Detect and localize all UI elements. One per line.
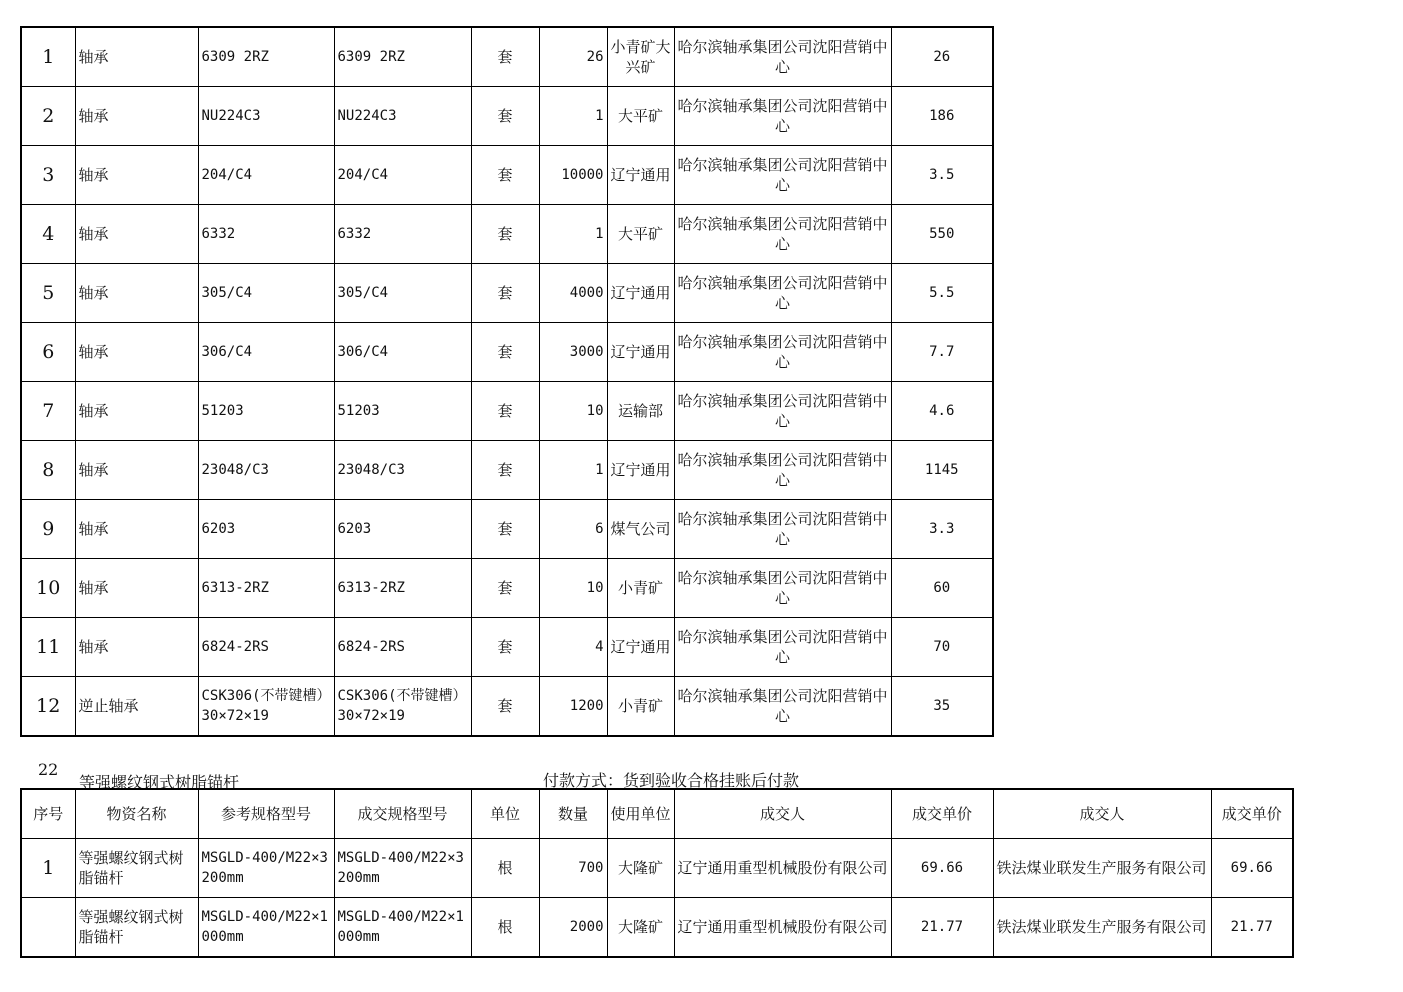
row-qty: 1 <box>539 205 607 264</box>
row-deal-spec: 51203 <box>334 382 471 441</box>
row-seq: 12 <box>21 677 75 737</box>
row-price: 186 <box>891 87 993 146</box>
row-user-unit: 小青矿大兴矿 <box>607 27 674 87</box>
row-unit: 套 <box>471 382 539 441</box>
row-unit: 套 <box>471 205 539 264</box>
row-price: 1145 <box>891 441 993 500</box>
row-deal-spec: 6203 <box>334 500 471 559</box>
row-unit: 套 <box>471 677 539 737</box>
row-seq <box>21 898 75 958</box>
row-qty: 3000 <box>539 323 607 382</box>
row-qty: 2000 <box>539 898 607 958</box>
row-seq: 7 <box>21 382 75 441</box>
row-user-unit: 小青矿 <box>607 559 674 618</box>
row-vendor: 哈尔滨轴承集团公司沈阳营销中心 <box>674 500 891 559</box>
table-row <box>21 839 1293 898</box>
row-vendor: 哈尔滨轴承集团公司沈阳营销中心 <box>674 382 891 441</box>
row-deal-spec: MSGLD-400/M22×3200mm <box>334 839 471 898</box>
table-row <box>21 677 993 737</box>
row-ref-spec: MSGLD-400/M22×3200mm <box>198 839 334 898</box>
row-vendor: 哈尔滨轴承集团公司沈阳营销中心 <box>674 441 891 500</box>
row-unit: 套 <box>471 323 539 382</box>
row-price: 7.7 <box>891 323 993 382</box>
row-unit: 套 <box>471 500 539 559</box>
row-user-unit: 大平矿 <box>607 87 674 146</box>
row-qty: 4 <box>539 618 607 677</box>
row-vendor-1: 辽宁通用重型机械股份有限公司 <box>674 839 891 898</box>
row-item-name: 等强螺纹钢式树脂锚杆 <box>75 839 198 898</box>
row-vendor-1: 辽宁通用重型机械股份有限公司 <box>674 898 891 958</box>
table-row <box>21 500 993 559</box>
row-seq: 5 <box>21 264 75 323</box>
row-ref-spec: 6203 <box>198 500 334 559</box>
row-deal-spec: 6309 2RZ <box>334 27 471 87</box>
table-row <box>21 146 993 205</box>
row-item-name: 轴承 <box>75 559 198 618</box>
row-price: 550 <box>891 205 993 264</box>
row-user-unit: 辽宁通用 <box>607 146 674 205</box>
row-unit: 根 <box>471 839 539 898</box>
row-item-name: 轴承 <box>75 382 198 441</box>
table-row <box>21 323 993 382</box>
row-deal-spec: 6824-2RS <box>334 618 471 677</box>
row-unit: 套 <box>471 441 539 500</box>
row-ref-spec: 51203 <box>198 382 334 441</box>
row-deal-spec: 23048/C3 <box>334 441 471 500</box>
row-item-name: 轴承 <box>75 205 198 264</box>
payment-terms: 付款方式：货到验收合格挂账后付款 <box>543 771 800 790</box>
row-price-1: 69.66 <box>891 839 993 898</box>
row-vendor-2: 铁法煤业联发生产服务有限公司 <box>993 839 1211 898</box>
row-vendor: 哈尔滨轴承集团公司沈阳营销中心 <box>674 205 891 264</box>
row-item-name: 轴承 <box>75 264 198 323</box>
row-qty: 26 <box>539 27 607 87</box>
row-price: 3.5 <box>891 146 993 205</box>
row-item-name: 逆止轴承 <box>75 677 198 737</box>
row-ref-spec: 6313-2RZ <box>198 559 334 618</box>
row-ref-spec: 23048/C3 <box>198 441 334 500</box>
row-seq: 1 <box>21 839 75 898</box>
row-qty: 1 <box>539 87 607 146</box>
table-row <box>21 27 993 87</box>
column-header: 成交人 <box>674 789 891 839</box>
bearing-table <box>20 26 994 737</box>
row-user-unit: 小青矿 <box>607 677 674 737</box>
table-row <box>21 618 993 677</box>
row-vendor: 哈尔滨轴承集团公司沈阳营销中心 <box>674 677 891 737</box>
row-deal-spec: 6332 <box>334 205 471 264</box>
row-unit: 套 <box>471 264 539 323</box>
row-item-name: 轴承 <box>75 27 198 87</box>
row-user-unit: 运输部 <box>607 382 674 441</box>
row-seq: 11 <box>21 618 75 677</box>
row-ref-spec: MSGLD-400/M22×1000mm <box>198 898 334 958</box>
row-vendor: 哈尔滨轴承集团公司沈阳营销中心 <box>674 323 891 382</box>
row-unit: 根 <box>471 898 539 958</box>
row-seq: 9 <box>21 500 75 559</box>
row-vendor: 哈尔滨轴承集团公司沈阳营销中心 <box>674 264 891 323</box>
column-header: 使用单位 <box>607 789 674 839</box>
column-header: 序号 <box>21 789 75 839</box>
table-row <box>21 87 993 146</box>
row-seq: 8 <box>21 441 75 500</box>
row-vendor: 哈尔滨轴承集团公司沈阳营销中心 <box>674 559 891 618</box>
row-price-2: 69.66 <box>1211 839 1293 898</box>
row-qty: 10000 <box>539 146 607 205</box>
row-item-name: 轴承 <box>75 146 198 205</box>
row-deal-spec: NU224C3 <box>334 87 471 146</box>
row-vendor: 哈尔滨轴承集团公司沈阳营销中心 <box>674 87 891 146</box>
table-row <box>21 898 1293 958</box>
row-ref-spec: CSK306(不带键槽）30×72×19 <box>198 677 334 737</box>
row-ref-spec: 6824-2RS <box>198 618 334 677</box>
column-header: 成交规格型号 <box>334 789 471 839</box>
row-user-unit: 辽宁通用 <box>607 264 674 323</box>
row-item-name: 轴承 <box>75 618 198 677</box>
row-user-unit: 大隆矿 <box>607 898 674 958</box>
row-qty: 6 <box>539 500 607 559</box>
row-vendor: 哈尔滨轴承集团公司沈阳营销中心 <box>674 146 891 205</box>
row-vendor: 哈尔滨轴承集团公司沈阳营销中心 <box>674 618 891 677</box>
row-qty: 4000 <box>539 264 607 323</box>
row-user-unit: 煤气公司 <box>607 500 674 559</box>
row-user-unit: 大平矿 <box>607 205 674 264</box>
row-unit: 套 <box>471 87 539 146</box>
row-vendor: 哈尔滨轴承集团公司沈阳营销中心 <box>674 27 891 87</box>
row-ref-spec: 204/C4 <box>198 146 334 205</box>
row-unit: 套 <box>471 559 539 618</box>
row-deal-spec: CSK306(不带键槽）30×72×19 <box>334 677 471 737</box>
row-unit: 套 <box>471 27 539 87</box>
row-item-name: 轴承 <box>75 441 198 500</box>
section-title: 等强螺纹钢式树脂锚杆 <box>79 773 240 792</box>
row-item-name: 等强螺纹钢式树脂锚杆 <box>75 898 198 958</box>
row-item-name: 轴承 <box>75 323 198 382</box>
header-row <box>21 789 1293 839</box>
row-ref-spec: 6332 <box>198 205 334 264</box>
row-ref-spec: 305/C4 <box>198 264 334 323</box>
row-deal-spec: 6313-2RZ <box>334 559 471 618</box>
column-header: 数量 <box>539 789 607 839</box>
row-qty: 10 <box>539 559 607 618</box>
column-header: 成交单价 <box>891 789 993 839</box>
row-qty: 700 <box>539 839 607 898</box>
row-price: 5.5 <box>891 264 993 323</box>
row-seq: 4 <box>21 205 75 264</box>
column-header: 单位 <box>471 789 539 839</box>
anchor-bolt-table <box>20 788 1294 958</box>
row-price: 26 <box>891 27 993 87</box>
row-qty: 1200 <box>539 677 607 737</box>
table-row <box>21 441 993 500</box>
table-row <box>21 264 993 323</box>
row-price: 3.3 <box>891 500 993 559</box>
row-deal-spec: 306/C4 <box>334 323 471 382</box>
row-user-unit: 大隆矿 <box>607 839 674 898</box>
section-number: 22 <box>38 760 59 779</box>
row-unit: 套 <box>471 146 539 205</box>
row-price-2: 21.77 <box>1211 898 1293 958</box>
row-unit: 套 <box>471 618 539 677</box>
row-ref-spec: 306/C4 <box>198 323 334 382</box>
column-header: 物资名称 <box>75 789 198 839</box>
row-deal-spec: MSGLD-400/M22×1000mm <box>334 898 471 958</box>
row-user-unit: 辽宁通用 <box>607 441 674 500</box>
row-deal-spec: 305/C4 <box>334 264 471 323</box>
row-qty: 10 <box>539 382 607 441</box>
row-seq: 3 <box>21 146 75 205</box>
row-seq: 10 <box>21 559 75 618</box>
row-ref-spec: NU224C3 <box>198 87 334 146</box>
row-item-name: 轴承 <box>75 87 198 146</box>
row-price: 60 <box>891 559 993 618</box>
row-price: 70 <box>891 618 993 677</box>
row-qty: 1 <box>539 441 607 500</box>
row-user-unit: 辽宁通用 <box>607 323 674 382</box>
row-item-name: 轴承 <box>75 500 198 559</box>
row-vendor-2: 铁法煤业联发生产服务有限公司 <box>993 898 1211 958</box>
table-row <box>21 559 993 618</box>
column-header: 成交单价 <box>1211 789 1293 839</box>
row-ref-spec: 6309 2RZ <box>198 27 334 87</box>
row-price: 35 <box>891 677 993 737</box>
column-header: 成交人 <box>993 789 1211 839</box>
table-row <box>21 382 993 441</box>
column-header: 参考规格型号 <box>198 789 334 839</box>
row-price: 4.6 <box>891 382 993 441</box>
row-seq: 2 <box>21 87 75 146</box>
row-price-1: 21.77 <box>891 898 993 958</box>
row-deal-spec: 204/C4 <box>334 146 471 205</box>
table-row <box>21 205 993 264</box>
row-seq: 6 <box>21 323 75 382</box>
row-user-unit: 辽宁通用 <box>607 618 674 677</box>
row-seq: 1 <box>21 27 75 87</box>
